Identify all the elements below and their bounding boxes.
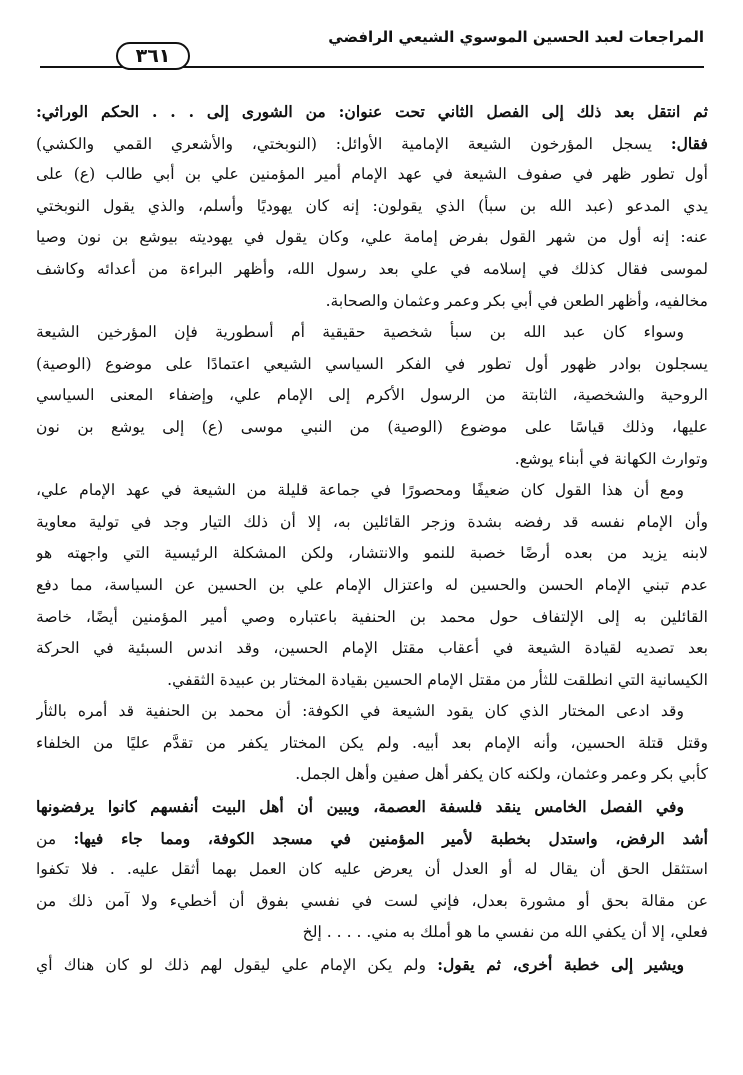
text-line — [36, 96, 708, 128]
text-line — [36, 917, 708, 949]
line-text: بعد تصديه لقيادة الشيعة في أعقاب مقتل الإمام الحسين، وقد اندس السبئية في الحركة — [36, 639, 708, 658]
running-header — [40, 22, 704, 68]
text-line — [36, 286, 708, 318]
text-line — [36, 791, 708, 823]
line-text: يسجل المؤرخون الشيعة الإمامية الأوائل: (النوبختي، والأشعري القمي والكشي) — [36, 134, 671, 153]
text-line — [36, 949, 708, 981]
line-text: وسواء كان عبد الله بن سبأ شخصية حقيقية أم أسطورية فإن المؤرخين الشيعة — [36, 323, 684, 342]
page-body — [36, 96, 708, 981]
line-text: عليها، وذلك قياسًا على موضوع (الوصية) من النبي موسى (ع) إلى يوشع بن نون — [36, 417, 708, 436]
line-text: لابنه يزيد من بعده أرضًا خصبة للنمو والانتشار، ولكن المشكلة الرئيسية التي واجهته هو — [36, 544, 708, 563]
line-text: عنه: إنه أول من شهر القول بفرض إمامة علي، وكان يقول في يهوديته بيوشع بن نون وصيا — [36, 228, 708, 247]
text-line — [36, 380, 708, 412]
page-number: ٣٦١ — [116, 42, 190, 70]
text-line — [36, 444, 708, 476]
text-line — [36, 665, 708, 697]
bold-lead-text: أشد الرفض، واستدل بخطبة لأمير المؤمنين في مسجد الكوفة، ومما جاء فيها: — [73, 828, 708, 848]
text-line — [36, 317, 708, 349]
line-text: أول تطور ظهر في صفوف الشيعة في عهد الإمام أمير المؤمنين علي بن أبي طالب (ع) على — [36, 165, 708, 184]
line-text: وقد ادعى المختار الذي كان يقود الشيعة في الكوفة: أن محمد بن الحنفية قد أمره بالثأر — [36, 702, 684, 721]
text-line — [36, 412, 708, 444]
line-text: لموسى فقال كذلك في إسلامه في علي بعد رسول الله، وأظهر البراءة من أعدائه وكاشف — [36, 259, 708, 278]
bold-lead-text: ويشير إلى خطبة أخرى، ثم يقول: — [437, 955, 684, 975]
text-line — [36, 538, 708, 570]
text-line — [36, 602, 708, 634]
text-line — [36, 633, 708, 665]
line-text: ومع أن هذا القول كان ضعيفًا ومحصورًا في جماعة قليلة من الشيعة في عهد الإمام علي، — [36, 481, 684, 500]
line-text: مخالفيه، وأظهر الطعن في أبي بكر وعمر وعثمان والصحابة. — [325, 291, 708, 310]
text-line — [36, 696, 708, 728]
line-text: ولم يكن الإمام علي ليقول لهم ذلك لو كان هناك أي — [36, 956, 438, 975]
text-line — [36, 349, 708, 381]
line-text: استثقل الحق أن يقال له أو العدل أن يعرض عليه كان العمل بهما أثقل عليه. . فلا تكفوا — [36, 860, 708, 879]
text-line — [36, 475, 708, 507]
text-line — [36, 570, 708, 602]
line-text: يدي المدعو (عبد الله بن سبأ) الذي يقولون: إنه كان يهوديًا وأسلم، والذي يقول النوبختي — [36, 196, 708, 215]
text-line — [36, 759, 708, 791]
text-line — [36, 854, 708, 886]
line-text: عدم تبني الإمام الحسن والحسين له واعتزال الإمام علي بن الحسين عن السياسة، مما دفع — [36, 575, 708, 594]
line-text: وقتل قتلة الحسين، وأنه الإمام بعد أبيه. ولم يكن المختار يكفر من تقدَّم عليًا من الخلفاء — [36, 733, 708, 752]
text-line — [36, 159, 708, 191]
line-text: وتوارث الكهانة في أبناء يوشع. — [514, 449, 708, 468]
text-line — [36, 222, 708, 254]
line-text: الكيسانية التي انطلقت للثأر من مقتل الإمام الحسين بقيادة المختار بن عبيدة الثقفي. — [167, 670, 708, 689]
line-text: القائلين به إلى الإلتفاف حول محمد بن الحنفية باعتباره وصي أمير المؤمنين أيضًا، خاصة — [36, 607, 708, 626]
text-line — [36, 128, 708, 160]
line-text: يسجلون بوادر ظهور أول تطور في الفكر السياسي الشيعي اعتمادًا على موضوع (الوصية) — [36, 354, 708, 373]
header-title: المراجعات لعبد الحسين الموسوي الشيعي الرافضي — [328, 28, 704, 46]
line-text: وأن الإمام نفسه قد رفضه بشدة وزجر القائلين به، إلا أن ذلك التيار وجد في تولية معاوية — [36, 512, 708, 531]
text-line — [36, 886, 708, 918]
line-text: عن مقالة بحق أو مشورة بعدل، فإني لست في نفسي بفوق أن أخطيء ولا آمن ذلك من — [36, 891, 708, 910]
text-line — [36, 191, 708, 223]
text-line — [36, 507, 708, 539]
line-text: فعلي، إلا أن يكفي الله من نفسي ما هو أملك به مني. . . . . إلخ — [302, 923, 708, 942]
line-text: الروحية والشخصية، الثابتة من الرسول الأكرم إلى الإمام علي، وإضفاء المعنى السياسي — [36, 386, 708, 405]
text-line — [36, 823, 708, 855]
bold-lead-text: ثم انتقل بعد ذلك إلى الفصل الثاني تحت عنوان: من الشورى إلى . . . الحكم الوراثي: — [36, 102, 708, 121]
text-line — [36, 254, 708, 286]
bold-lead-text: فقال: — [670, 133, 708, 153]
text-line — [36, 728, 708, 760]
bold-lead-text: وفي الفصل الخامس ينقد فلسفة العصمة، ويبين أن أهل البيت أنفسهم كانوا يرفضونها — [36, 797, 684, 817]
line-text: من — [36, 829, 74, 848]
line-text: كأبي بكر وعمر وعثمان، ولكنه كان يكفر أهل صفين وأهل الجمل. — [295, 765, 708, 784]
